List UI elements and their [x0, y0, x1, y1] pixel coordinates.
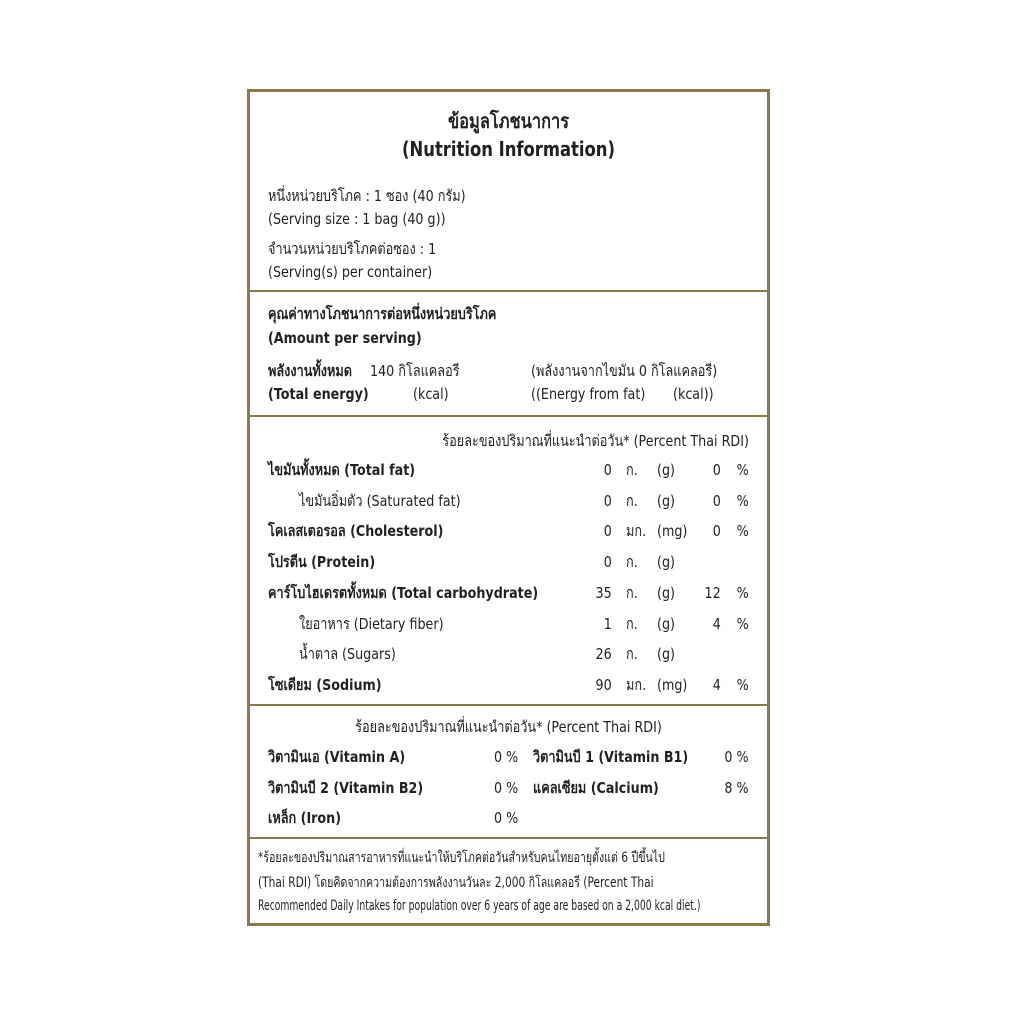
nutrient-name: โซเดียม (Sodium) [268, 676, 382, 694]
energy-label-thai: พลังงานทั้งหมด [268, 362, 353, 380]
servings-count-english: (Serving(s) per container) [268, 263, 433, 281]
vitamin-a-label: วิตามินเอ (Vitamin A) [268, 748, 406, 766]
nutrient-amount: 0 [603, 522, 612, 540]
nutrient-unit-english: (g) [657, 584, 675, 602]
nutrient-name: โคเลสเตอรอล (Cholesterol) [268, 522, 444, 540]
energy-value: 140 กิโลแคลอรี [370, 362, 460, 380]
nutrient-unit-english: (g) [657, 615, 675, 633]
vitamin-b1-percent: 0 % [724, 748, 749, 766]
nutrient-unit-thai: ก. [626, 615, 638, 633]
rdi-header: ร้อยละของปริมาณที่แนะนำต่อวัน* (Percent Thai RDI) [442, 432, 749, 450]
vitamin-rdi-header: ร้อยละของปริมาณที่แนะนำต่อวัน* (Percent Thai RDI) [355, 718, 662, 736]
nutrient-unit-thai: ก. [626, 492, 638, 510]
nutrient-unit-english: (mg) [657, 522, 688, 540]
nutrient-amount: 0 [603, 492, 612, 510]
divider [250, 837, 767, 839]
fat-energy-thai: (พลังงานจากไขมัน 0 กิโลแคลอรี) [531, 362, 718, 380]
iron-label: เหล็ก (Iron) [268, 809, 342, 827]
nutrient-name: ไขมันอิ่มตัว (Saturated fat) [299, 492, 461, 510]
nutrient-unit-thai: ก. [626, 461, 638, 479]
amount-header-thai: คุณค่าทางโภชนาการต่อหนึ่งหน่วยบริโภค [268, 305, 497, 323]
fat-energy-english: ((Energy from fat) [531, 385, 646, 403]
vitamin-b2-percent: 0 % [494, 779, 519, 797]
vitamin-b1-label: วิตามินบี 1 (Vitamin B1) [533, 748, 689, 766]
nutrient-percent-sign: % [736, 522, 749, 540]
nutrient-percent-sign: % [736, 676, 749, 694]
nutrient-percent-sign: % [736, 584, 749, 602]
title-english: (Nutrition Information) [402, 137, 615, 161]
divider [250, 415, 767, 417]
nutrient-amount: 1 [603, 615, 612, 633]
divider [250, 704, 767, 706]
vitamin-b2-label: วิตามินบี 2 (Vitamin B2) [268, 779, 424, 797]
iron-percent: 0 % [494, 809, 519, 827]
amount-header-english: (Amount per serving) [268, 329, 422, 347]
nutrient-unit-english: (mg) [657, 676, 688, 694]
calcium-percent: 8 % [724, 779, 749, 797]
footnote-line-3: Recommended Daily Intakes for population over 6 years of age are based on a 2,000 kcal diet.) [258, 898, 701, 914]
serving-size-english: (Serving size : 1 bag (40 g)) [268, 210, 446, 228]
nutrient-amount: 0 [603, 553, 612, 571]
nutrient-unit-english: (g) [657, 553, 675, 571]
servings-count-thai: จำนวนหน่วยบริโภคต่อซอง : 1 [268, 240, 437, 258]
nutrient-amount: 90 [595, 676, 612, 694]
nutrient-name: น้ำตาล (Sugars) [299, 645, 396, 663]
nutrient-unit-english: (g) [657, 645, 675, 663]
nutrient-name: ใยอาหาร (Dietary fiber) [299, 615, 444, 633]
fat-energy-unit: (kcal)) [673, 385, 714, 403]
calcium-label: แคลเซียม (Calcium) [533, 779, 659, 797]
nutrient-amount: 0 [603, 461, 612, 479]
nutrient-percent-sign: % [736, 615, 749, 633]
nutrient-name: ไขมันทั้งหมด (Total fat) [268, 461, 416, 479]
nutrient-name: คาร์โบไฮเดรตทั้งหมด (Total carbohydrate) [268, 584, 539, 602]
nutrient-unit-thai: มก. [626, 522, 647, 540]
nutrient-percent-sign: % [736, 492, 749, 510]
serving-size-thai: หนึ่งหน่วยบริโภค : 1 ซอง (40 กรัม) [268, 187, 466, 205]
nutrient-unit-thai: ก. [626, 553, 638, 571]
vitamin-a-percent: 0 % [494, 748, 519, 766]
footnote-line-2: (Thai RDI) โดยคิดจากความต้องการพลังงานวันละ 2,000 กิโลแคลอรี (Percent Thai [258, 875, 654, 891]
nutrient-percent-sign: % [736, 461, 749, 479]
nutrient-unit-thai: ก. [626, 645, 638, 663]
nutrient-unit-thai: มก. [626, 676, 647, 694]
energy-unit: (kcal) [413, 385, 449, 403]
nutrient-percent: 0 [712, 522, 721, 540]
nutrient-name: โปรตีน (Protein) [268, 553, 376, 571]
nutrient-percent: 12 [704, 584, 721, 602]
nutrient-unit-english: (g) [657, 492, 675, 510]
nutrition-facts-panel [247, 89, 770, 926]
nutrient-percent: 4 [712, 615, 721, 633]
footnote-line-1: *ร้อยละของปริมาณสารอาหารที่แนะนำให้บริโภคต่อวันสำหรับคนไทยอายุตั้งแต่ 6 ปีขึ้นไป [258, 850, 665, 866]
nutrient-amount: 26 [595, 645, 612, 663]
nutrient-percent: 0 [712, 492, 721, 510]
title-thai: ข้อมูลโภชนาการ [447, 109, 570, 133]
nutrient-percent: 0 [712, 461, 721, 479]
energy-label-english: (Total energy) [268, 385, 369, 403]
nutrient-unit-english: (g) [657, 461, 675, 479]
nutrient-percent: 4 [712, 676, 721, 694]
divider [250, 290, 767, 292]
nutrient-amount: 35 [595, 584, 612, 602]
nutrient-unit-thai: ก. [626, 584, 638, 602]
